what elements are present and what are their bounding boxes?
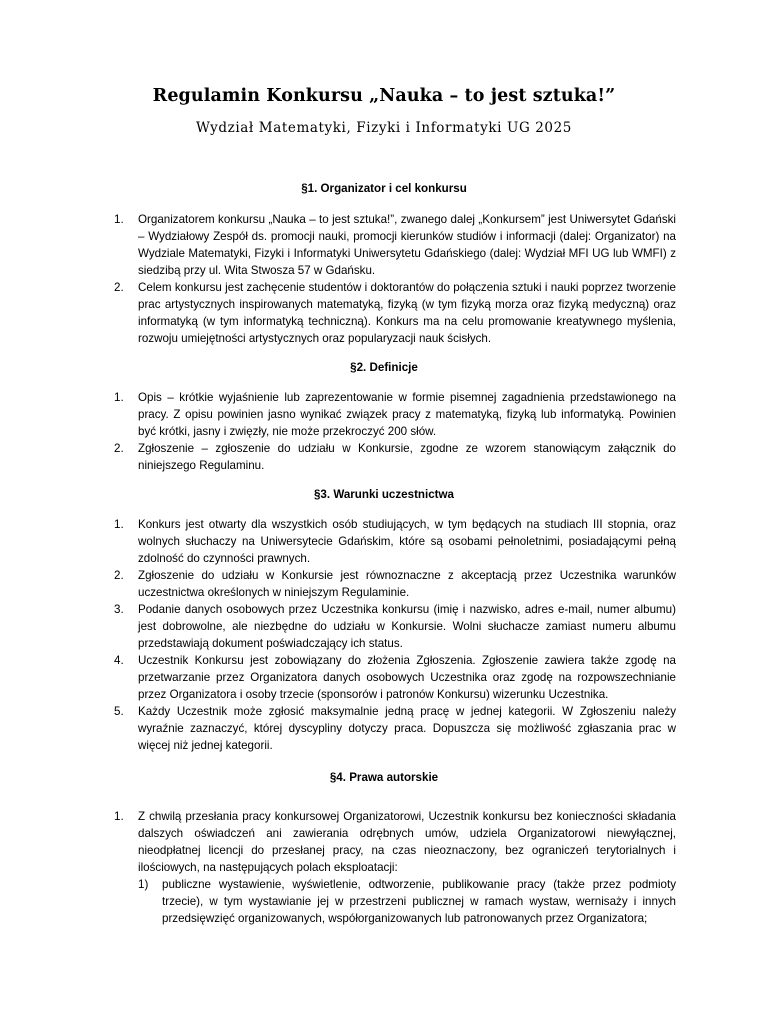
- list-item: [114, 652, 676, 703]
- item-text: Konkurs jest otwarty dla wszystkich osób studiujących, w tym będących na studiach III stopnia, oraz wolnych słuchaczy na Uniwersytecie Gdańskim, które są osobami pełnoletnimi, posiadającymi pełną zdolność do czynności prawnych.: [138, 518, 676, 565]
- item-text: Każdy Uczestnik może zgłosić maksymalnie jedną pracę w jednej kategorii. W Zgłoszeniu należy wyraźnie zaznaczyć, której dyscypliny dotyczy praca. Dopuszcza się możliwość zgłaszania prac w więcej niż jednej kategorii.: [138, 705, 676, 752]
- item-text: Uczestnik Konkursu jest zobowiązany do złożenia Zgłoszenia. Zgłoszenie zawiera także zgodę na przetwarzanie przez Organizatora danych osobowych Uczestnika oraz zgodę na rozpowszechnianie przez Organizatora i osoby trzecie (sponsorów i patronów Konkursu) wizerunku Uczestnika.: [138, 654, 676, 701]
- sub-item-text: publiczne wystawienie, wyświetlenie, odtworzenie, publikowanie pracy (także przez podmioty trzecie), w tym wystawianie jej w przestrzeni publicznej w ramach wystaw, wernisaży i innych przedsięwzięć organizowanych, współorganizowanych lub patronowanych przez Organizatora;: [162, 878, 676, 925]
- item-number: 2.: [114, 569, 124, 582]
- list-item: [114, 440, 676, 474]
- item-number: 4.: [114, 654, 124, 667]
- item-number: 2.: [114, 442, 124, 455]
- item-text: Z chwilą przesłania pracy konkursowej Organizatorowi, Uczestnik konkursu bez konieczności składania dalszych oświadczeń ani zawierania odrębnych umów, udziela Organizatorowi niewyłącznej, nieodpłatnej licencji do przesłanej pracy, na czas nieoznaczony, bez ograniczeń terytorialnych i ilościowych, na następujących polach eksploatacji:: [138, 810, 676, 874]
- section-3-list: [114, 516, 676, 754]
- list-item: [114, 279, 676, 347]
- section-heading-2: §2. Definicje: [350, 361, 418, 374]
- item-number: 1.: [114, 518, 124, 531]
- list-item: [114, 516, 676, 567]
- item-number: 5.: [114, 705, 124, 718]
- section-1-list: [114, 211, 676, 347]
- item-text: Podanie danych osobowych przez Uczestnika konkursu (imię i nazwisko, adres e-mail, numer albumu) jest dobrowolne, ale niezbędne do udziału w Konkursie. Wolni słuchacze zamiast numeru albumu przedstawiają dokument poświadczający ich status.: [138, 603, 676, 650]
- document-title: Regulamin Konkursu „Nauka – to jest sztuka!”: [152, 86, 616, 106]
- item-number: 1.: [114, 213, 124, 226]
- item-number: 2.: [114, 281, 124, 294]
- section-2-list: [114, 389, 676, 474]
- item-text: Zgłoszenie do udziału w Konkursie jest równoznaczne z akceptacją przez Uczestnika warunków uczestnictwa określonych w niniejszym Regulaminie.: [138, 569, 676, 599]
- list-item: [114, 808, 676, 927]
- section-heading-3: §3. Warunki uczestnictwa: [313, 488, 455, 501]
- list-item: [114, 703, 676, 754]
- list-item: [114, 567, 676, 601]
- item-text: Opis – krótkie wyjaśnienie lub zaprezentowanie w formie pisemnej zagadnienia przedstawionego na pracy. Z opisu powinien jasno wynikać związek pracy z matematyką, fizyką lub informatyką. Powinien być krótki, jasny i zwięzły, nie może przekroczyć 200 słów.: [138, 391, 676, 438]
- section-4-list: [114, 808, 676, 927]
- item-number: 1.: [114, 810, 124, 823]
- item-text: Organizatorem konkursu „Nauka – to jest sztuka!”, zwanego dalej „Konkursem” jest Uniwersytet Gdański – Wydziałowy Zespół ds. promocji nauki, promocji kierunków studiów i informacji (dalej: Organizator) na Wydziale Matematyki, Fizyki i Informatyki Uniwersytetu Gdańskiego (dalej: Wydział MFI UG lub WMFI) z siedzibą przy ul. Wita Stwosza 57 w Gdańsku.: [138, 213, 676, 277]
- section-heading-1: §1. Organizator i cel konkursu: [301, 182, 467, 195]
- document-subtitle: Wydział Matematyki, Fizyki i Informatyki UG 2025: [196, 120, 572, 136]
- item-number: 3.: [114, 603, 124, 616]
- sub-list-item: [138, 876, 676, 927]
- item-text: Zgłoszenie – zgłoszenie do udziału w Konkursie, zgodne ze wzorem stanowiącym załącznik do niniejszego Regulaminu.: [138, 442, 676, 472]
- item-text: Celem konkursu jest zachęcenie studentów i doktorantów do połączenia sztuki i nauki poprzez tworzenie prac artystycznych inspirowanych matematyką, fizyką (w tym fizyką morza oraz fizyką medyczną) oraz informatyką (w tym informatyką techniczną). Konkurs ma na celu promowanie kreatywnego myślenia, rozwoju umiejętności artystycznych oraz popularyzacji nauk ścisłych.: [138, 281, 676, 345]
- item-number: 1.: [114, 391, 124, 404]
- list-item: [114, 601, 676, 652]
- list-item: [114, 211, 676, 279]
- sub-list: [138, 876, 676, 927]
- section-heading-4: §4. Prawa autorskie: [329, 771, 439, 784]
- list-item: [114, 389, 676, 440]
- sub-item-number: 1): [138, 878, 149, 891]
